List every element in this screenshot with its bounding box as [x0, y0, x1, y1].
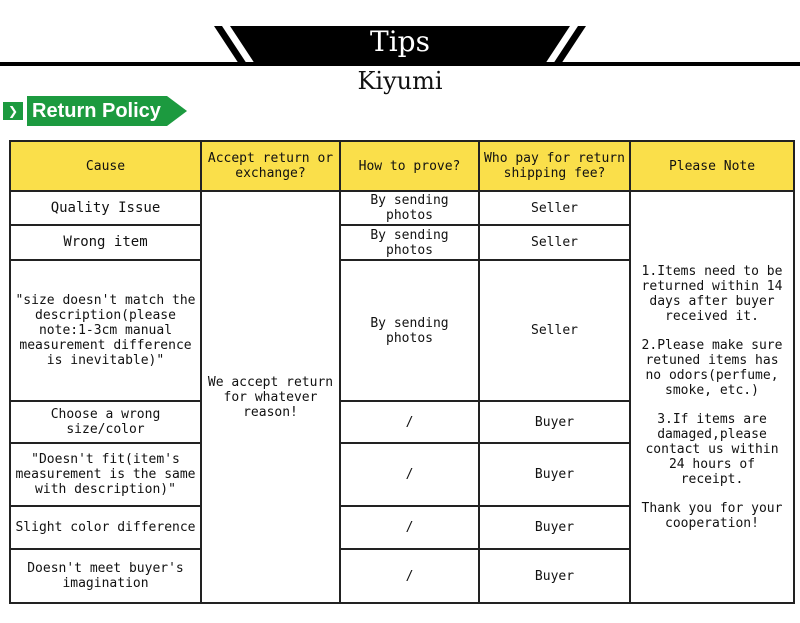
return-policy-table: [9, 140, 795, 604]
prove-cell: By sending photos: [340, 225, 479, 260]
payer-cell: Buyer: [479, 401, 630, 443]
cause-cell: Doesn't meet buyer's imagination: [10, 549, 201, 603]
note-cell: [630, 191, 794, 603]
note-item: Thank you for your cooperation!: [641, 500, 783, 531]
cause-cell: "Doesn't fit(item's measurement is the same with description)": [10, 443, 201, 506]
arrow-right-icon: ❯: [3, 102, 23, 120]
cause-cell: "size doesn't match the description(please note:1-3cm manual measurement difference is inevitable)": [10, 260, 201, 401]
accept-cell: We accept return for whatever reason!: [201, 191, 340, 603]
brand-name: Kiyumi: [357, 67, 443, 95]
note-item: 2.Please make sure retuned items has no odors(perfume, smoke, etc.): [641, 337, 783, 398]
prove-cell: /: [340, 549, 479, 603]
header-cause: Cause: [10, 141, 201, 191]
note-item: 1.Items need to be returned within 14 days after buyer received it.: [641, 263, 783, 324]
payer-cell: Buyer: [479, 549, 630, 603]
payer-cell: Buyer: [479, 443, 630, 506]
cause-cell: Quality Issue: [10, 191, 201, 225]
prove-cell: /: [340, 443, 479, 506]
prove-cell: /: [340, 506, 479, 549]
header-prove: How to prove?: [340, 141, 479, 191]
table-row: [10, 191, 794, 225]
header-note: Please Note: [630, 141, 794, 191]
payer-cell: Seller: [479, 260, 630, 401]
cause-cell: Choose a wrong size/color: [10, 401, 201, 443]
header-payer: Who pay for return shipping fee?: [479, 141, 630, 191]
cause-cell: Wrong item: [10, 225, 201, 260]
tips-title: Tips: [370, 25, 430, 58]
note-item: 3.If items are damaged,please contact us within 24 hours of receipt.: [645, 411, 779, 487]
prove-cell: /: [340, 401, 479, 443]
payer-cell: Seller: [479, 191, 630, 225]
table-header-row: [10, 141, 794, 191]
cause-cell: Slight color difference: [10, 506, 201, 549]
header-accept: Accept return or exchange?: [201, 141, 340, 191]
payer-cell: Seller: [479, 225, 630, 260]
prove-cell: By sending photos: [340, 260, 479, 401]
payer-cell: Buyer: [479, 506, 630, 549]
prove-cell: By sending photos: [340, 191, 479, 225]
section-title: Return Policy: [32, 100, 161, 122]
